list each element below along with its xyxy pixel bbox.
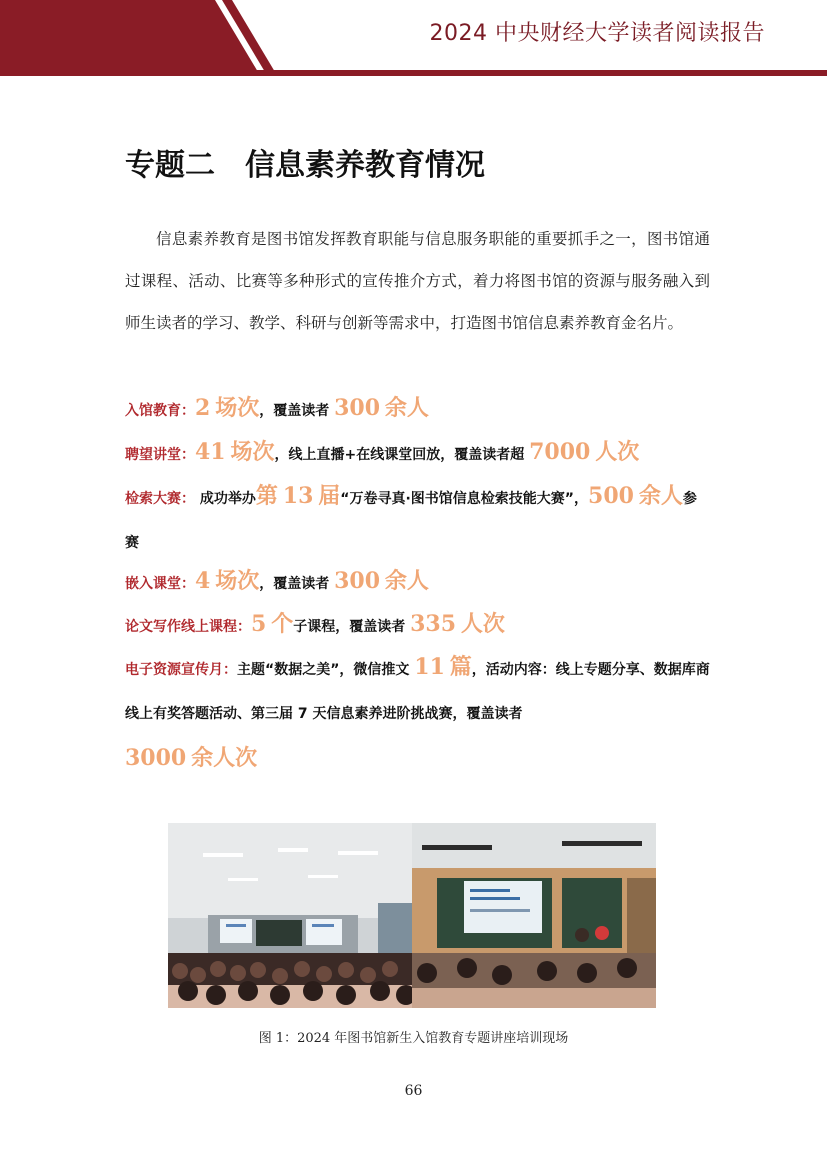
stat-writing-course <box>125 602 710 649</box>
photo-classroom <box>412 823 656 1008</box>
figure-caption: 图 1：2024 年图书馆新生入馆教育专题讲座培训现场 <box>258 1031 569 1046</box>
stat-text: 参赛 <box>125 491 697 551</box>
stat-orientation <box>125 386 710 433</box>
stat-unit: 篇 <box>449 655 472 680</box>
stat-label: 聘望讲堂： <box>125 447 195 463</box>
stat-label: 嵌入课堂： <box>125 576 195 592</box>
stat-label: 论文写作线上课程： <box>125 619 251 635</box>
page-title: 专题二 信息素养教育情况 <box>125 148 485 183</box>
stat-number: 500 <box>588 483 634 509</box>
stat-number: 2 <box>195 395 211 421</box>
stat-number: 5 <box>251 611 267 637</box>
photo-lecture-hall <box>168 823 412 1008</box>
stat-text: 主题“数据之美”，微信推文 <box>237 662 410 678</box>
stat-label: 电子资源宣传月： <box>125 662 237 678</box>
stat-unit: 人次 <box>595 440 640 465</box>
stat-number: 11 <box>414 654 445 680</box>
stat-number: 41 <box>195 439 226 465</box>
stat-label: 入馆教育： <box>125 403 195 419</box>
stat-text: 子课程，覆盖读者 <box>293 619 406 635</box>
stat-unit: 余人 <box>384 396 429 421</box>
stat-unit: 余人 <box>384 569 429 594</box>
stat-embedded-class <box>125 559 710 606</box>
stat-number: 13 <box>282 483 314 509</box>
stat-label: 检索大赛： <box>125 491 195 507</box>
stat-number: 7000 <box>529 439 591 465</box>
stat-unit: 人次 <box>460 612 505 637</box>
stat-unit: 场次 <box>215 396 260 421</box>
stat-unit: 余人次 <box>191 746 258 771</box>
report-title: 2024 中央财经大学读者阅读报告 <box>429 21 765 46</box>
stat-number: 335 <box>410 611 457 637</box>
stat-unit: 场次 <box>215 569 260 594</box>
stat-text: ，线上直播+在线课堂回放，覆盖读者超 <box>274 447 525 463</box>
stat-contest <box>125 474 710 565</box>
stat-text: ，活动内容：线上专题分享、数据库商线上有奖答题活动、第三届 7 天信息素养进阶挑战赛，覆盖读者 <box>125 662 710 722</box>
stat-unit: 余人 <box>638 484 683 509</box>
stat-unit: 个 <box>271 612 294 637</box>
stat-e-resources <box>125 645 710 783</box>
stat-unit: 第 <box>255 484 278 509</box>
stat-unit: 届 <box>318 484 341 509</box>
page-number: 66 <box>404 1083 423 1099</box>
stat-number: 300 <box>334 395 381 421</box>
stat-number: 4 <box>195 568 211 594</box>
intro-paragraph: 信息素养教育是图书馆发挥教育职能与信息服务职能的重要抓手之一，图书馆通过课程、活动、比赛等多种形式的宣传推介方式，着力将图书馆的资源与服务融入到师生读者的学习、教学、科研与创新等需求中，打造图书馆信息素养教育金名片。 <box>125 230 710 332</box>
stat-text: ，覆盖读者 <box>259 403 330 419</box>
stat-text: “万卷寻真·图书馆信息检索技能大赛”， <box>340 491 589 507</box>
stat-number: 3000 <box>125 745 187 771</box>
stat-unit: 场次 <box>230 440 275 465</box>
stat-lecture <box>125 430 710 477</box>
stat-text: 成功举办 <box>199 491 256 507</box>
stat-text: ，覆盖读者 <box>259 576 330 592</box>
stat-number: 300 <box>334 568 381 594</box>
